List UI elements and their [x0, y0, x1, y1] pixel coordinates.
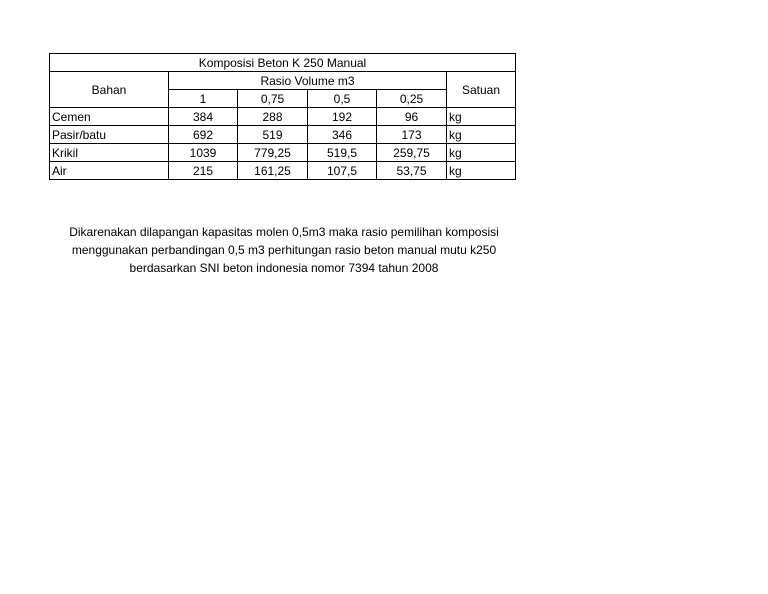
value-cell: 1039	[169, 144, 238, 162]
material-cell: Krikil	[50, 144, 169, 162]
table-row	[50, 108, 516, 126]
note-line: berdasarkan SNI beton indonesia nomor 7394 tahun 2008	[129, 261, 439, 275]
header-bahan: Bahan	[50, 72, 169, 108]
table-title-row	[50, 54, 516, 72]
value-cell: 519,5	[308, 144, 377, 162]
value-cell: 384	[169, 108, 238, 126]
material-cell: Pasir/batu	[50, 126, 169, 144]
unit-cell: kg	[447, 126, 516, 144]
value-cell: 215	[169, 162, 238, 180]
material-cell: Cemen	[50, 108, 169, 126]
value-cell: 161,25	[238, 162, 308, 180]
note-line: Dikarenakan dilapangan kapasitas molen 0,5m3 maka rasio pemilihan komposisi	[69, 225, 499, 239]
unit-cell: kg	[447, 144, 516, 162]
table-row	[50, 144, 516, 162]
header-row	[50, 72, 516, 90]
table-title: Komposisi Beton K 250 Manual	[50, 54, 516, 72]
value-cell: 96	[377, 108, 447, 126]
table-row	[50, 126, 516, 144]
value-cell: 192	[308, 108, 377, 126]
composition-table	[49, 53, 516, 180]
value-cell: 53,75	[377, 162, 447, 180]
header-rasio-volume: Rasio Volume m3	[169, 72, 447, 90]
value-cell: 519	[238, 126, 308, 144]
material-cell: Air	[50, 162, 169, 180]
header-satuan: Satuan	[447, 72, 516, 108]
ratio-header-cell: 1	[169, 90, 238, 108]
table-row	[50, 162, 516, 180]
value-cell: 779,25	[238, 144, 308, 162]
value-cell: 692	[169, 126, 238, 144]
ratio-header-cell: 0,75	[238, 90, 308, 108]
value-cell: 173	[377, 126, 447, 144]
value-cell: 288	[238, 108, 308, 126]
ratio-header-cell: 0,25	[377, 90, 447, 108]
ratio-header-cell: 0,5	[308, 90, 377, 108]
explanation-note	[49, 223, 519, 277]
value-cell: 259,75	[377, 144, 447, 162]
note-line: menggunakan perbandingan 0,5 m3 perhitungan rasio beton manual mutu k250	[71, 243, 497, 257]
unit-cell: kg	[447, 162, 516, 180]
value-cell: 346	[308, 126, 377, 144]
value-cell: 107,5	[308, 162, 377, 180]
unit-cell: kg	[447, 108, 516, 126]
